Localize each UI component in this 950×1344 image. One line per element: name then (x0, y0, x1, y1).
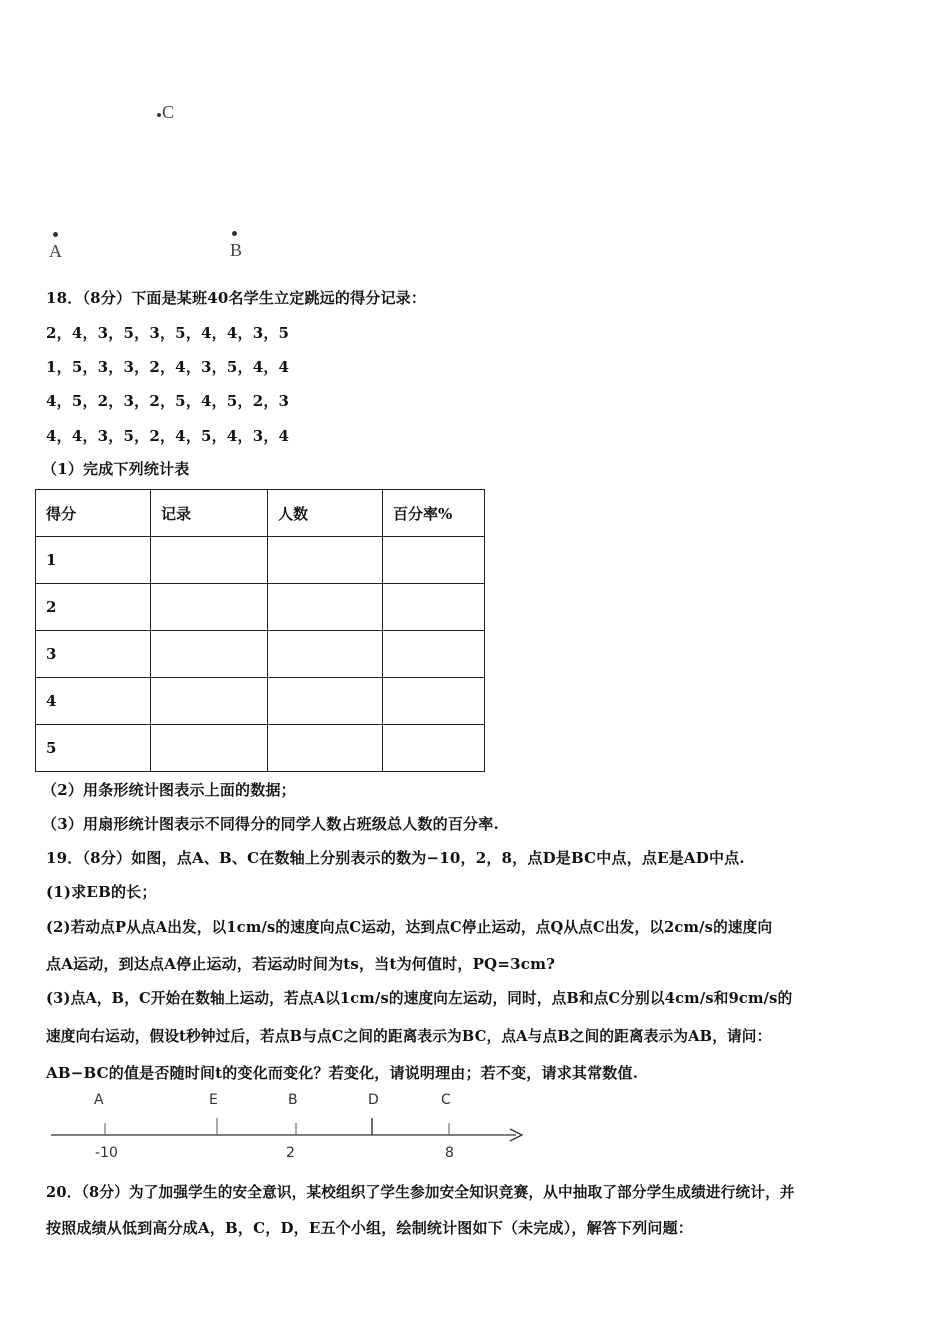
point-c-dot (157, 113, 161, 117)
table-header-row (36, 490, 485, 537)
q20-line2: 按照成绩从低到高分成A，B，C，D，E五个小组，绘制统计图如下（未完成），解答下列问题： (46, 1219, 693, 1237)
number-line-label-c: C (441, 1092, 451, 1108)
table-row (36, 584, 485, 631)
number-line-label-b: B (288, 1092, 298, 1108)
percent-cell (383, 678, 485, 725)
q18-data-row-1: 2，4，3，5，3，5，4，4，3，5 (46, 324, 290, 342)
q18-part3: （3）用扇形统计图表示不同得分的同学人数占班级总人数的百分率. (42, 815, 499, 833)
count-cell (268, 631, 383, 678)
count-cell (268, 584, 383, 631)
q20-line1: 20．（8分）为了加强学生的安全意识，某校组织了学生参加安全知识竞赛，从中抽取了部分学生成绩进行统计，并 (46, 1184, 795, 1201)
percent-cell (383, 584, 485, 631)
q18-part2: （2）用条形统计图表示上面的数据； (42, 781, 296, 799)
q18-part1: （1）完成下列统计表 (42, 460, 190, 478)
point-c-label: C (162, 102, 175, 122)
score-cell: 3 (36, 631, 151, 678)
score-cell: 1 (36, 537, 151, 584)
percent-cell (383, 725, 485, 772)
point-a-dot (53, 232, 58, 237)
header-score: 得分 (36, 490, 151, 537)
table-row (36, 725, 485, 772)
point-b-dot (232, 231, 237, 236)
header-record: 记录 (151, 490, 268, 537)
number-line-value-b: 2 (286, 1145, 295, 1161)
record-cell (151, 678, 268, 725)
q19-part2-line2: 点A运动，到达点A停止运动，若运动时间为ts，当t为何值时，PQ=3cm? (46, 955, 556, 973)
score-cell: 5 (36, 725, 151, 772)
number-line-label-e: E (209, 1092, 218, 1108)
q18-data-row-4: 4，4，3，5，2，4，5，4，3，4 (46, 427, 290, 445)
count-cell (268, 678, 383, 725)
number-line-label-a: A (94, 1092, 104, 1108)
score-cell: 2 (36, 584, 151, 631)
q19-part3-line1: (3)点A，B，C开始在数轴上运动，若点A以1cm/s的速度向左运动，同时，点B和点C分别以4cm/s和9cm/s的 (46, 990, 793, 1007)
record-cell (151, 537, 268, 584)
header-percent: 百分率% (383, 490, 485, 537)
record-cell (151, 725, 268, 772)
point-a-label: A (49, 241, 62, 261)
number-line-label-d: D (368, 1092, 379, 1108)
record-cell (151, 631, 268, 678)
score-cell: 4 (36, 678, 151, 725)
number-line-value-a: -10 (95, 1145, 118, 1161)
number-line-value-c: 8 (445, 1145, 454, 1161)
record-cell (151, 584, 268, 631)
q19-part2-line1: (2)若动点P从点A出发，以1cm/s的速度向点C运动，达到点C停止运动，点Q从点C出发，以2cm/s的速度向 (46, 919, 773, 936)
table-row (36, 631, 485, 678)
q18-title: 18．（8分）下面是某班40名学生立定跳远的得分记录： (46, 289, 427, 307)
percent-cell (383, 631, 485, 678)
count-cell (268, 725, 383, 772)
q19-part1: (1)求EB的长； (46, 883, 157, 901)
table-row (36, 537, 485, 584)
header-count: 人数 (268, 490, 383, 537)
point-b-label: B (230, 240, 243, 260)
q18-data-row-2: 1，5，3，3，2，4，3，5，4，4 (46, 358, 290, 376)
percent-cell (383, 537, 485, 584)
count-cell (268, 537, 383, 584)
q19-part3-line3: AB−BC的值是否随时间t的变化而变化？若变化，请说明理由；若不变，请求其常数值. (46, 1064, 639, 1082)
q19-part3-line2: 速度向右运动，假设t秒钟过后，若点B与点C之间的距离表示为BC，点A与点B之间的距离表示为AB，请问： (46, 1028, 772, 1045)
table-row (36, 678, 485, 725)
statistics-table (35, 489, 485, 772)
q18-data-row-3: 4，5，2，3，2，5，4，5，2，3 (46, 392, 290, 410)
number-line (0, 1085, 950, 1170)
q19-title: 19．（8分）如图，点A、B、C在数轴上分别表示的数为−10，2，8，点D是BC中点，点E是AD中点. (46, 849, 745, 867)
